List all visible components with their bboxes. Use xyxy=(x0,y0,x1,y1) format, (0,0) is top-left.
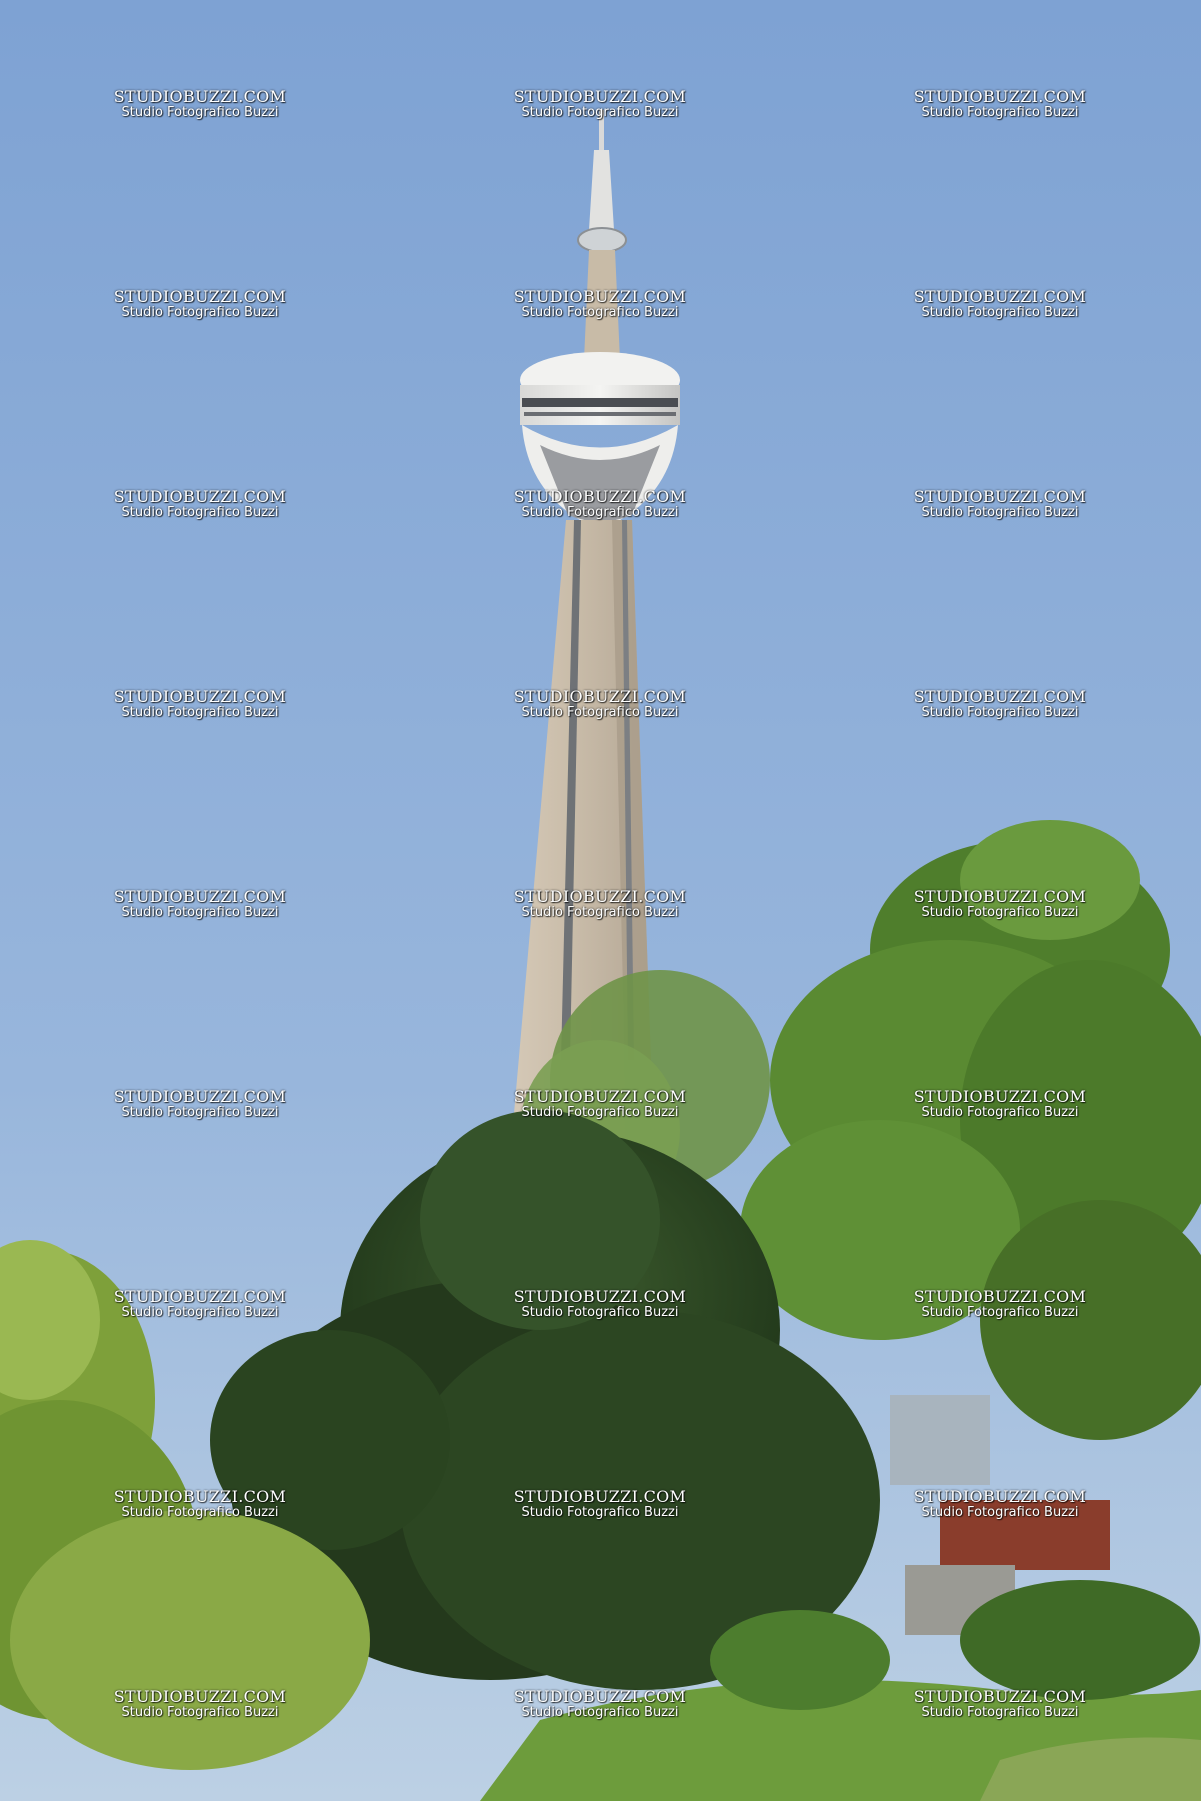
watermark-studio-name: Studio Fotografico Buzzi xyxy=(521,1305,679,1321)
watermark-studio-name: Studio Fotografico Buzzi xyxy=(121,1505,279,1521)
watermark-url: STUDIOBUZZI.COM xyxy=(913,1087,1087,1106)
watermark-studio-name: Studio Fotografico Buzzi xyxy=(121,305,279,321)
watermark-url: STUDIOBUZZI.COM xyxy=(513,87,687,106)
watermark-url: STUDIOBUZZI.COM xyxy=(913,687,1087,706)
watermark-studio-name: Studio Fotografico Buzzi xyxy=(121,105,279,121)
watermark-url: STUDIOBUZZI.COM xyxy=(913,87,1087,106)
watermark-url: STUDIOBUZZI.COM xyxy=(913,487,1087,506)
watermark-url: STUDIOBUZZI.COM xyxy=(113,287,287,306)
watermark-studio-name: Studio Fotografico Buzzi xyxy=(521,1505,679,1521)
watermark-studio-name: Studio Fotografico Buzzi xyxy=(521,905,679,921)
watermark-studio-name: Studio Fotografico Buzzi xyxy=(921,1305,1079,1321)
watermark-studio-name: Studio Fotografico Buzzi xyxy=(921,1705,1079,1721)
watermark-studio-name: Studio Fotografico Buzzi xyxy=(521,705,679,721)
watermark-url: STUDIOBUZZI.COM xyxy=(513,287,687,306)
watermark-studio-name: Studio Fotografico Buzzi xyxy=(521,505,679,521)
watermark-studio-name: Studio Fotografico Buzzi xyxy=(521,1105,679,1121)
watermark-url: STUDIOBUZZI.COM xyxy=(113,1087,287,1106)
main-pod-window-band-2 xyxy=(524,412,676,416)
watermark-url: STUDIOBUZZI.COM xyxy=(113,1687,287,1706)
watermark-url: STUDIOBUZZI.COM xyxy=(513,1687,687,1706)
watermark-studio-name: Studio Fotografico Buzzi xyxy=(121,905,279,921)
watermark-studio-name: Studio Fotografico Buzzi xyxy=(521,1705,679,1721)
watermark-url: STUDIOBUZZI.COM xyxy=(513,487,687,506)
watermark-url: STUDIOBUZZI.COM xyxy=(113,87,287,106)
watermark-url: STUDIOBUZZI.COM xyxy=(913,1487,1087,1506)
watermark-url: STUDIOBUZZI.COM xyxy=(913,1287,1087,1306)
watermark-studio-name: Studio Fotografico Buzzi xyxy=(921,505,1079,521)
watermark-url: STUDIOBUZZI.COM xyxy=(513,887,687,906)
watermark-url: STUDIOBUZZI.COM xyxy=(513,1487,687,1506)
watermark-url: STUDIOBUZZI.COM xyxy=(913,1687,1087,1706)
watermark-studio-name: Studio Fotografico Buzzi xyxy=(121,705,279,721)
watermark-studio-name: Studio Fotografico Buzzi xyxy=(121,1105,279,1121)
watermark-studio-name: Studio Fotografico Buzzi xyxy=(121,1305,279,1321)
watermark-studio-name: Studio Fotografico Buzzi xyxy=(921,1105,1079,1121)
watermark-studio-name: Studio Fotografico Buzzi xyxy=(521,305,679,321)
brick-building xyxy=(940,1500,1110,1570)
watermark-studio-name: Studio Fotografico Buzzi xyxy=(921,705,1079,721)
watermark-studio-name: Studio Fotografico Buzzi xyxy=(121,505,279,521)
watermark-url: STUDIOBUZZI.COM xyxy=(513,1087,687,1106)
main-pod-window-band xyxy=(522,398,678,407)
watermark-url: STUDIOBUZZI.COM xyxy=(113,1287,287,1306)
watermark-url: STUDIOBUZZI.COM xyxy=(113,887,287,906)
watermark-url: STUDIOBUZZI.COM xyxy=(113,487,287,506)
sky-pod xyxy=(578,228,626,252)
fern-bush xyxy=(960,1580,1200,1700)
watermark-studio-name: Studio Fotografico Buzzi xyxy=(921,105,1079,121)
watermark-studio-name: Studio Fotografico Buzzi xyxy=(121,1705,279,1721)
fern-bush xyxy=(710,1610,890,1710)
watermark-url: STUDIOBUZZI.COM xyxy=(513,687,687,706)
watermark-studio-name: Studio Fotografico Buzzi xyxy=(921,1505,1079,1521)
watermark-url: STUDIOBUZZI.COM xyxy=(913,287,1087,306)
watermark-studio-name: Studio Fotografico Buzzi xyxy=(921,305,1079,321)
watermark-url: STUDIOBUZZI.COM xyxy=(113,687,287,706)
watermark-studio-name: Studio Fotografico Buzzi xyxy=(921,905,1079,921)
watermark-url: STUDIOBUZZI.COM xyxy=(513,1287,687,1306)
watermark-url: STUDIOBUZZI.COM xyxy=(113,1487,287,1506)
tower-upper-mast xyxy=(584,250,620,360)
glass-building xyxy=(890,1395,990,1485)
watermark-studio-name: Studio Fotografico Buzzi xyxy=(521,105,679,121)
watermark-url: STUDIOBUZZI.COM xyxy=(913,887,1087,906)
tower-antenna-tip xyxy=(599,110,604,150)
